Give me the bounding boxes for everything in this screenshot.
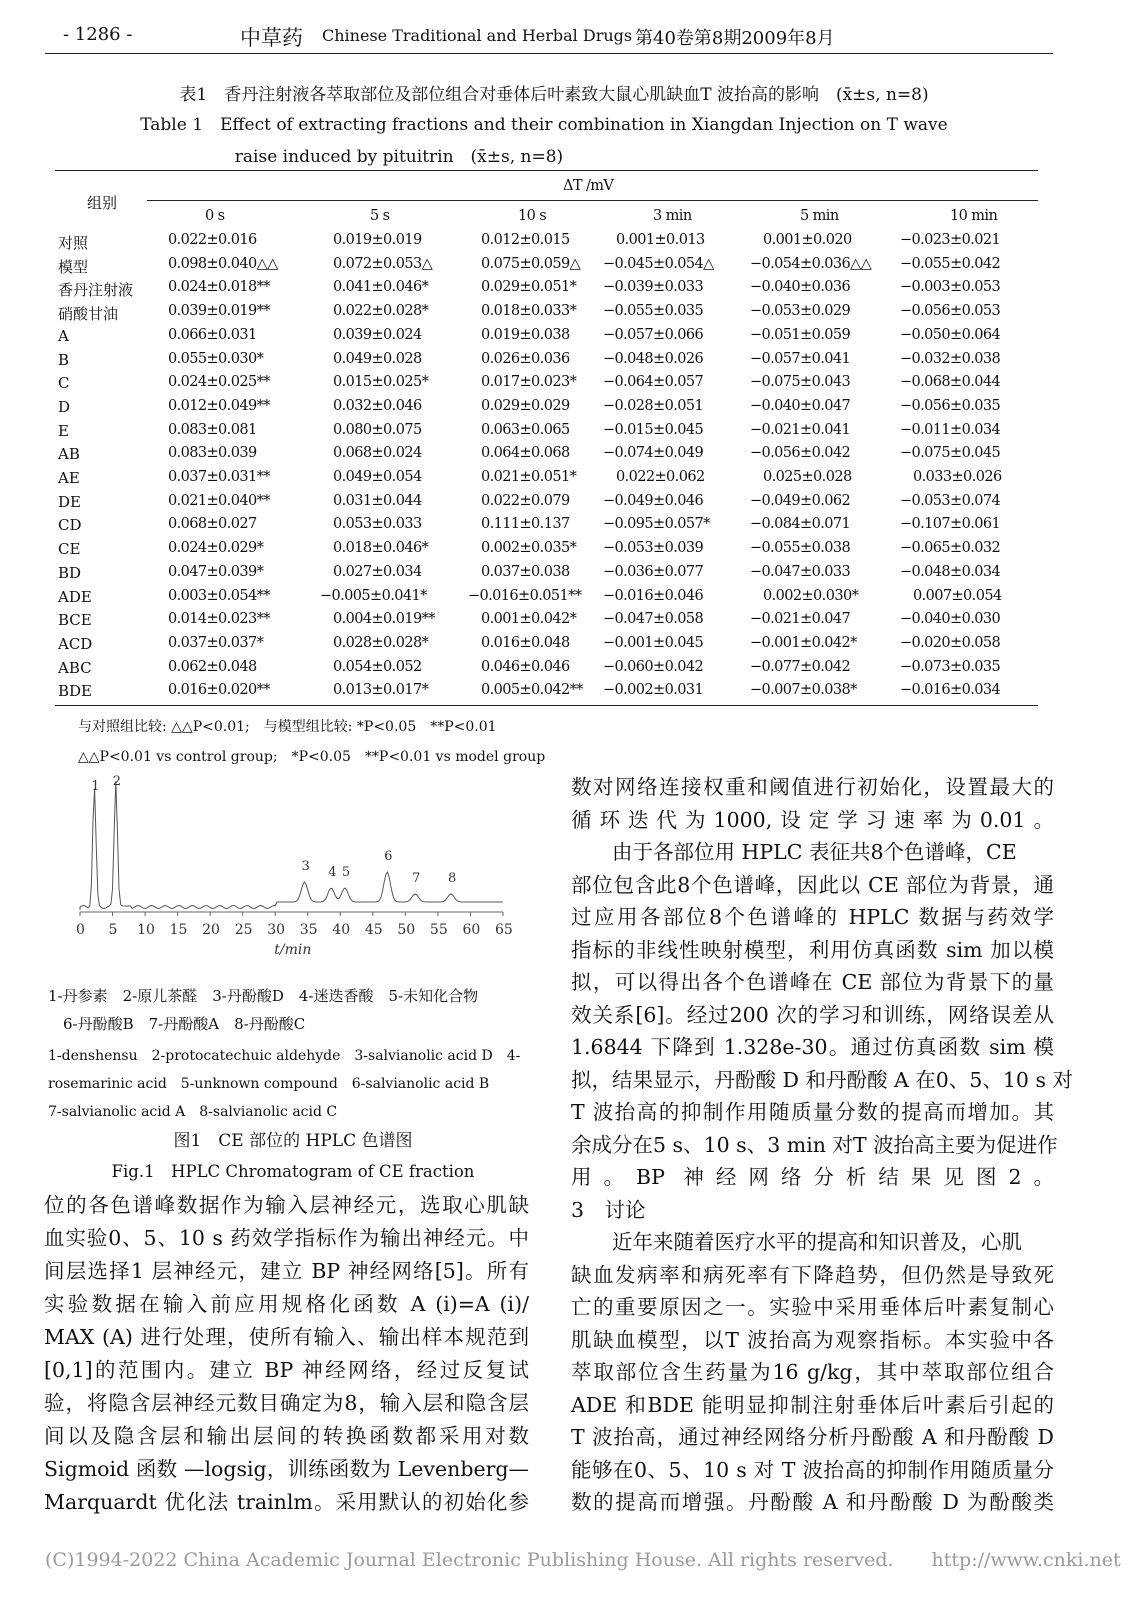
text-line: 间层选择1 层神经元，建立 BP 神经网络[5]。所有 <box>44 1259 529 1283</box>
x-tick-label: 35 <box>299 922 318 938</box>
table-cell: −0.074±0.049 <box>603 445 704 462</box>
table-cell: 0.064±0.068 <box>481 445 570 462</box>
text-line: ADE 和BDE 能明显抑制注射垂体后叶素后引起的 <box>571 1392 1054 1417</box>
text-line: 拟，可以得出各个色谱峰在 CE 部位为背景下的量 <box>571 970 1054 994</box>
table-cell: −0.028±0.051 <box>603 397 704 414</box>
row-group-label: BCE <box>58 611 92 630</box>
table-cell: −0.050±0.064 <box>900 326 1001 343</box>
table-cell: −0.055±0.042 <box>900 255 1001 272</box>
running-header <box>45 22 1053 54</box>
row-group-label: 对照 <box>58 234 89 252</box>
table-cell: 0.032±0.046 <box>333 397 422 414</box>
table-cell: 0.080±0.075 <box>333 421 422 438</box>
x-tick-label: 0 <box>76 922 85 938</box>
group-header: 组别 <box>87 194 118 212</box>
text-line: T 波抬高的抑制作用随质量分数的提高而增加。其 <box>571 1100 1054 1124</box>
text-line: 实验数据在输入前应用规格化函数 A (i)=A (i)/ <box>44 1292 529 1316</box>
legend-line-en: 7-salvianolic acid A 8-salvianolic acid C <box>48 1104 338 1120</box>
table-cell: −0.056±0.053 <box>900 303 1001 320</box>
table-cell: −0.011±0.034 <box>900 421 1001 438</box>
table-cell: 0.014±0.023** <box>168 611 270 628</box>
table-cell: 0.068±0.027 <box>168 516 257 533</box>
text-line: 位的各色谱峰数据作为输入层神经元，选取心肌缺 <box>44 1193 529 1217</box>
table-cell: 0.016±0.020** <box>168 682 270 699</box>
x-tick-label: 55 <box>429 922 448 938</box>
issue-info: 第40卷第8期2009年8月 <box>635 28 835 49</box>
table-cell: −0.054±0.036△△ <box>750 255 872 272</box>
table-cell: 0.098±0.040△△ <box>168 255 278 272</box>
table-cell: −0.095±0.057* <box>603 516 710 533</box>
table-cell: −0.040±0.047 <box>750 397 851 414</box>
table-cell: 0.001±0.013 <box>616 232 705 248</box>
table-cell: 0.007±0.054 <box>913 587 1002 604</box>
table-cell: 0.053±0.033 <box>333 516 422 533</box>
table-cell: 0.029±0.029 <box>481 397 570 414</box>
table-cell: 0.024±0.018** <box>168 279 270 296</box>
table-cell: 0.068±0.024 <box>333 445 422 462</box>
text-line: 1.6844 下降到 1.328e-30。通过仿真函数 sim 模 <box>571 1035 1054 1059</box>
table-cell: 0.111±0.137 <box>481 516 570 533</box>
table-title-en-2: raise induced by pituitrin (x̄±s, n=8) <box>234 147 564 167</box>
table-cell: 0.049±0.028 <box>333 350 422 367</box>
table-cell: 0.062±0.048 <box>168 658 257 675</box>
table-cell: −0.057±0.041 <box>750 350 851 367</box>
table-cell: −0.073±0.035 <box>900 658 1001 675</box>
table-cell: 0.072±0.053△ <box>333 255 433 272</box>
text-line: 血实验0、5、10 s 药效学指标作为输出神经元。中 <box>44 1226 529 1250</box>
table-cell: 0.002±0.035* <box>481 540 577 557</box>
table-cell: −0.053±0.029 <box>750 303 851 320</box>
table-cell: 0.022±0.028* <box>333 303 429 320</box>
x-tick-label: 5 <box>108 922 118 938</box>
table-cell: 0.017±0.023* <box>481 374 577 391</box>
table-cell: −0.016±0.034 <box>900 682 1001 699</box>
row-group-label: B <box>58 350 70 369</box>
table-cell: −0.048±0.026 <box>603 350 704 367</box>
table-cell: 0.019±0.038 <box>481 326 570 343</box>
peak-label: 1 <box>91 779 100 794</box>
text-line: 数的提高而增强。丹酚酸 A 和丹酚酸 D 为酚酸类 <box>571 1490 1054 1514</box>
table-cell: 0.018±0.046* <box>333 540 429 557</box>
table-cell: 0.003±0.054** <box>168 587 270 604</box>
x-axis-label: t/min <box>274 942 312 958</box>
table-cell: 0.002±0.030* <box>763 587 859 604</box>
text-line: 数对网络连接权重和阈值进行初始化，设置最大的 <box>571 775 1054 799</box>
peak-label: 2 <box>112 775 122 789</box>
table-cell: 0.063±0.065 <box>481 421 570 438</box>
x-tick-label: 50 <box>397 922 416 938</box>
text-line: 萃取部位含生药量为16 g/kg，其中萃取部位组合 <box>571 1360 1054 1384</box>
column-header: 10 s <box>518 208 547 224</box>
table-title-cn: 表1 香丹注射液各萃取部位及部位组合对垂体后叶素致大鼠心肌缺血T 波抬高的影响 (x̄±s, n=8) <box>179 85 929 105</box>
row-group-label: C <box>58 374 70 393</box>
table-cell: 0.075±0.059△ <box>481 255 581 272</box>
table-cell: −0.075±0.045 <box>900 445 1001 462</box>
table-cell: −0.064±0.057 <box>603 374 704 391</box>
table-cell: −0.068±0.044 <box>900 374 1001 391</box>
table-cell: −0.047±0.033 <box>750 563 851 580</box>
table-cell: 0.024±0.029* <box>168 540 264 557</box>
text-line: 拟，结果显示，丹酚酸 D 和丹酚酸 A 在0、5、10 s 对 <box>571 1067 1074 1092</box>
row-group-label: D <box>58 397 71 416</box>
table-cell: −0.077±0.042 <box>750 658 851 675</box>
table-cell: −0.047±0.058 <box>603 611 704 628</box>
peak-label: 7 <box>412 871 421 886</box>
table-cell: 0.019±0.019 <box>333 232 422 248</box>
table-cell: 0.039±0.019** <box>168 303 270 320</box>
table-cell: 0.037±0.038 <box>481 563 570 580</box>
legend-line-cn: 1-丹参素 2-原儿茶醛 3-丹酚酸D 4-迷迭香酸 5-未知化合物 <box>48 987 479 1005</box>
row-group-label: ACD <box>58 634 93 653</box>
table-cell: 0.046±0.046 <box>481 658 570 675</box>
peak-label: 4 <box>328 865 337 880</box>
table-cell: 0.015±0.025* <box>333 374 429 391</box>
table-cell: 0.021±0.040** <box>168 492 270 509</box>
table-cell: −0.023±0.021 <box>900 232 1001 248</box>
text-line: 亡的重要原因之一。实验中采用垂体后叶素复制心 <box>571 1295 1054 1319</box>
table-cell: 0.055±0.030* <box>168 350 264 367</box>
table-cell: −0.057±0.066 <box>603 326 704 343</box>
table-cell: 0.024±0.025** <box>168 374 270 391</box>
table-cell: 0.005±0.042** <box>481 682 583 699</box>
table-note-en: △△P<0.01 vs control group; *P<0.05 **P<0.01 vs model group <box>78 749 546 765</box>
table-cell: 0.022±0.062 <box>616 469 705 485</box>
text-line: 用。BP 神经网络分析结果见图2。 <box>571 1165 1054 1189</box>
table-cell: 0.031±0.044 <box>333 492 422 509</box>
legend-line-en: 1-denshensu 2-protocatechuic aldehyde 3-salvianolic acid D 4- <box>48 1048 521 1064</box>
legend-line-cn: 6-丹酚酸B 7-丹酚酸A 8-丹酚酸C <box>63 1015 306 1033</box>
table-cell: −0.020±0.058 <box>900 634 1001 651</box>
text-line: 部位包含此8个色谱峰，因此以 CE 部位为背景，通 <box>571 872 1054 897</box>
page-number: - 1286 - <box>63 24 133 45</box>
x-tick-label: 65 <box>495 922 513 938</box>
text-line: 循环迭代为1000,设定学习速率为0.01。 <box>571 807 1054 832</box>
peak-label: 8 <box>447 871 457 886</box>
table-cell: −0.056±0.042 <box>750 445 851 462</box>
table-cell: 0.033±0.026 <box>913 469 1002 485</box>
row-group-label: CD <box>58 516 82 535</box>
table-cell: 0.054±0.052 <box>333 658 422 675</box>
table-cell: −0.005±0.041* <box>320 587 427 604</box>
table-cell: 0.083±0.039 <box>168 445 257 462</box>
measure-header: ΔT /mV <box>563 178 614 194</box>
x-tick-label: 25 <box>234 922 253 938</box>
table-cell: −0.053±0.039 <box>603 540 704 557</box>
table-cell: −0.016±0.051** <box>468 587 582 604</box>
text-line: 间以及隐含层和输出层间的转换函数都采用对数 <box>44 1424 529 1448</box>
table-cell: −0.040±0.030 <box>900 611 1001 628</box>
table-cell: 0.004±0.019** <box>333 611 435 628</box>
table-cell: 0.001±0.020 <box>763 232 852 248</box>
legend-line-en: rosemarinic acid 5-unknown compound 6-salvianolic acid B <box>48 1076 490 1092</box>
text-line: T 波抬高，通过神经网络分析丹酚酸 A 和丹酚酸 D <box>571 1425 1054 1449</box>
row-group-label: ADE <box>58 587 92 606</box>
text-line: Sigmoid 函数 —logsig，训练函数为 Levenberg— <box>44 1457 529 1481</box>
table-cell: −0.065±0.032 <box>900 540 1001 557</box>
row-group-label: E <box>58 421 69 440</box>
text-line: [0,1]的范围内。建立 BP 神经网络，经过反复试 <box>44 1358 529 1382</box>
text-line: 能够在0、5、10 s 对 T 波抬高的抑制作用随质量分 <box>571 1457 1054 1482</box>
table-cell: 0.021±0.051* <box>481 469 577 485</box>
table-cell: 0.026±0.036 <box>481 350 570 367</box>
row-group-label: ABC <box>58 658 92 677</box>
table-cell: 0.012±0.015 <box>481 232 570 248</box>
x-tick-label: 20 <box>202 922 220 938</box>
table-cell: 0.037±0.031** <box>168 469 270 485</box>
table-cell: −0.003±0.053 <box>900 279 1001 296</box>
row-group-label: BD <box>58 563 82 582</box>
table-cell: −0.001±0.042* <box>750 634 857 651</box>
x-tick-label: 10 <box>137 922 155 938</box>
column-header: 10 min <box>950 208 998 224</box>
figure-caption-cn: 图1 CE 部位的 HPLC 色谱图 <box>173 1131 413 1151</box>
chromatogram-trace <box>80 781 503 910</box>
journal-name-en: Chinese Traditional and Herbal Drugs <box>322 26 633 45</box>
table-cell: −0.107±0.061 <box>900 516 1001 533</box>
text-line: Marquardt 优化法 trainlm。采用默认的初始化参 <box>44 1490 529 1514</box>
column-header: 3 min <box>653 208 692 224</box>
table-cell: 0.025±0.028 <box>763 469 852 485</box>
table-cell: −0.001±0.045 <box>603 634 704 651</box>
text-line: 效关系[6]。经过200 次的学习和训练，网络误差从 <box>571 1002 1054 1027</box>
table-cell: 0.016±0.048 <box>481 634 570 651</box>
row-group-label: AE <box>58 469 80 487</box>
table-cell: −0.021±0.041 <box>750 421 851 438</box>
column-header: 0 s <box>205 208 225 224</box>
table-cell: −0.055±0.035 <box>603 303 704 320</box>
table-cell: 0.066±0.031 <box>168 326 257 343</box>
row-group-label: A <box>58 326 69 345</box>
text-line: 指标的非线性映射模型，利用仿真函数 sim 加以模 <box>571 937 1054 962</box>
row-group-label: BDE <box>58 682 92 701</box>
table-cell: −0.051±0.059 <box>750 326 851 343</box>
text-line: 肌缺血模型，以T 波抬高为观察指标。本实验中各 <box>571 1327 1054 1352</box>
x-tick-label: 40 <box>332 922 351 938</box>
table-cell: −0.060±0.042 <box>603 658 704 675</box>
table-cell: −0.075±0.043 <box>750 374 851 391</box>
table-cell: 0.028±0.028* <box>333 634 429 651</box>
table-cell: −0.048±0.034 <box>900 563 1001 580</box>
table-cell: −0.032±0.038 <box>900 350 1001 367</box>
hplc-chromatogram <box>70 775 520 965</box>
table-cell: −0.056±0.035 <box>900 397 1001 414</box>
column-header: 5 min <box>800 208 839 224</box>
table-cell: 0.001±0.042* <box>481 611 577 628</box>
text-line: 3 讨论 <box>571 1197 646 1222</box>
text-line: MAX (A) 进行处理，使所有输入、输出样本规范到 <box>44 1325 529 1349</box>
row-group-label: 香丹注射液 <box>58 281 134 300</box>
row-group-label: 模型 <box>58 257 89 276</box>
table-cell: 0.027±0.034 <box>333 563 422 580</box>
peak-label: 3 <box>301 859 310 874</box>
figure-caption-en: Fig.1 HPLC Chromatogram of CE fraction <box>111 1162 475 1181</box>
row-group-label: DE <box>58 492 81 511</box>
row-group-label: AB <box>58 445 80 464</box>
watermark: (C)1994-2022 China Academic Journal Electronic Publishing House. All rights reserved. http://www.cnki.net <box>45 1549 1121 1571</box>
x-tick-label: 15 <box>169 922 188 938</box>
table-cell: −0.053±0.074 <box>900 492 1001 509</box>
peak-label: 6 <box>384 849 393 864</box>
x-tick-label: 30 <box>267 922 286 938</box>
x-tick-label: 60 <box>462 922 481 938</box>
text-line: 验，将隐含层神经元数目确定为8，输入层和隐含层 <box>44 1391 529 1415</box>
text-line: 过应用各部位8个色谱峰的 HPLC 数据与药效学 <box>571 905 1054 929</box>
x-tick-label: 45 <box>364 922 383 938</box>
table-cell: −0.049±0.062 <box>750 492 851 509</box>
table-cell: −0.036±0.077 <box>603 563 704 580</box>
table-cell: −0.040±0.036 <box>750 279 851 296</box>
column-header: 5 s <box>370 208 390 224</box>
table-cell: −0.015±0.045 <box>603 421 704 438</box>
journal-name-cn: 中草药 <box>240 26 303 50</box>
table-cell: 0.012±0.049** <box>168 397 270 414</box>
table-cell: −0.002±0.031 <box>603 682 704 699</box>
table-cell: 0.047±0.039* <box>168 563 264 580</box>
row-group-label: 硝酸甘油 <box>58 305 119 324</box>
table-cell: 0.018±0.033* <box>481 303 577 320</box>
table-cell: 0.022±0.016 <box>168 232 257 248</box>
table-note-cn: 与对照组比较: △△P<0.01; 与模型组比较: *P<0.05 **P<0.01 <box>78 719 497 735</box>
table-cell: 0.049±0.054 <box>333 469 422 485</box>
table-cell: −0.039±0.033 <box>603 279 704 296</box>
table-cell: −0.045±0.054△ <box>603 255 714 272</box>
table-cell: −0.021±0.047 <box>750 611 851 628</box>
table-cell: 0.083±0.081 <box>168 421 257 438</box>
table-cell: 0.022±0.079 <box>481 492 570 509</box>
row-group-label: CE <box>58 540 81 559</box>
text-line: 余成分在5 s、10 s、3 min 对T 波抬高主要为促进作 <box>571 1132 1058 1157</box>
table-cell: 0.039±0.024 <box>333 326 422 343</box>
table-cell: 0.013±0.017* <box>333 682 429 699</box>
table-cell: 0.029±0.051* <box>481 279 577 296</box>
table-cell: −0.055±0.038 <box>750 540 851 557</box>
peak-label: 5 <box>341 865 351 880</box>
table-cell: −0.016±0.046 <box>603 587 704 604</box>
table-cell: −0.007±0.038* <box>750 682 857 699</box>
table-cell: −0.049±0.046 <box>603 492 704 509</box>
text-line: 缺血发病率和病死率有下降趋势，但仍然是导致死 <box>571 1262 1054 1287</box>
table-cell: 0.037±0.037* <box>168 634 264 651</box>
table-cell: −0.084±0.071 <box>750 516 851 533</box>
text-line: 近年来随着医疗水平的提高和知识普及，心肌 <box>571 1230 1022 1254</box>
table-title-en-1: Table 1 Effect of extracting fractions and their combination in Xiangdan Injection on T wave <box>140 115 948 135</box>
text-line: 由于各部位用 HPLC 表征共8个色谱峰，CE <box>571 840 1017 864</box>
table-cell: 0.041±0.046* <box>333 279 429 296</box>
